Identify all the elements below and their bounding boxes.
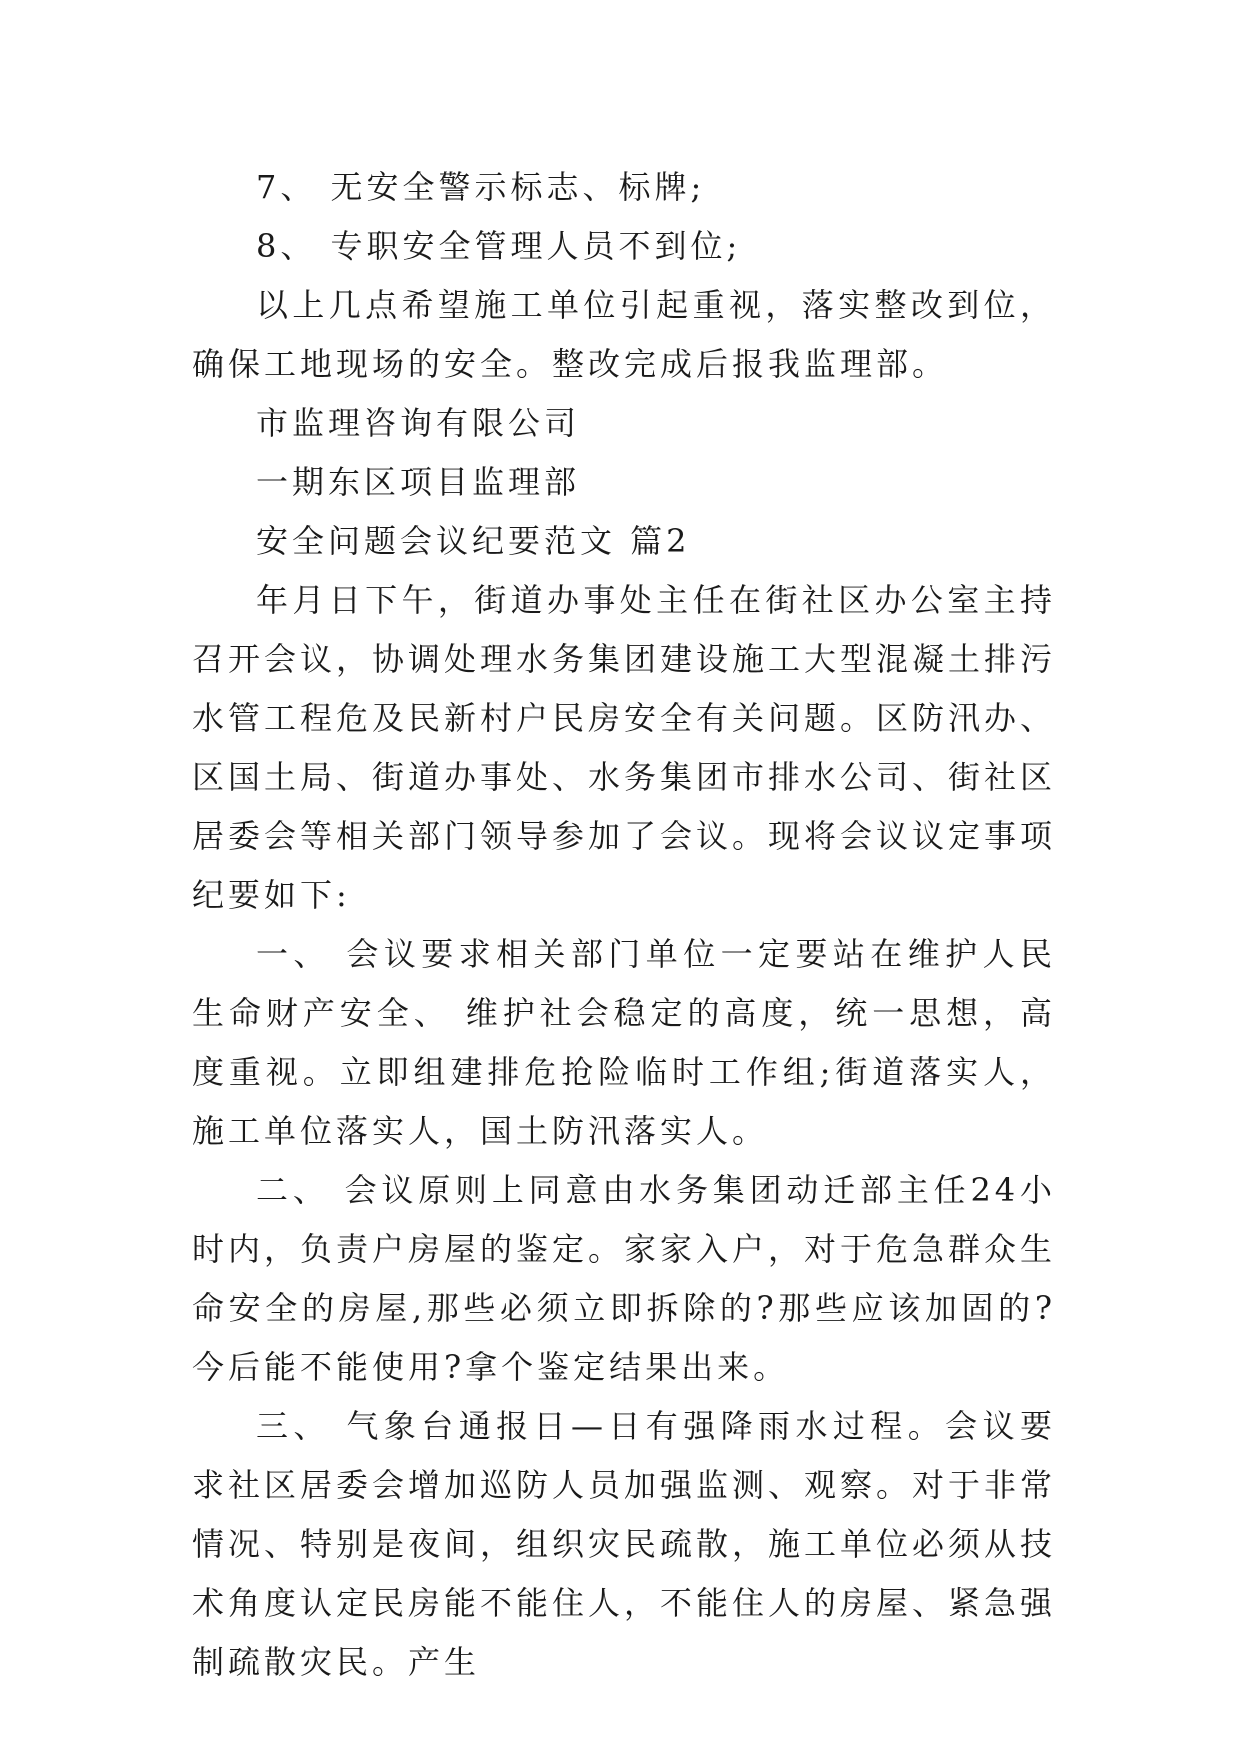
signature-company: 市监理咨询有限公司: [256, 404, 581, 442]
body-paragraph: 一、 会议要求相关部门单位一定要站在维护人民生命财产安全、 维护社会稳定的高度，统一思想，高度重视。立即组建排危抢险临时工作组;街道落实人，施工单位落实人，国土防汛落实人。: [192, 935, 1056, 1150]
list-item-7: 7、 无安全警示标志、标牌;: [256, 168, 706, 206]
body-paragraph: 年月日下午，街道办事处主任在街社区办公室主持召开会议，协调处理水务集团建设施工大型混凝土排污水管工程危及民新村户民房安全有关问题。区防汛办、区国土局、街道办事处、水务集团市排水公司、街社区居委会等相关部门领导参加了会议。现将会议议定事项纪要如下:: [192, 581, 1057, 914]
body-paragraph: 以上几点希望施工单位引起重视，落实整改到位，确保工地现场的安全。整改完成后报我监理部。: [192, 286, 1056, 383]
body-paragraph: 三、 气象台通报日—日有强降雨水过程。会议要求社区居委会增加巡防人员加强监测、观察。对于非常情况、特别是夜间，组织灾民疏散，施工单位必须从技术角度认定民房能不能住人，不能住人的房屋、紧急强制疏散灾民。产生: [192, 1407, 1057, 1681]
body-paragraph: 二、 会议原则上同意由水务集团动迁部主任24小时内，负责户房屋的鉴定。家家入户，对于危急群众生命安全的房屋,那些必须立即拆除的?那些应该加固的?今后能不能使用?拿个鉴定结果出来。: [192, 1171, 1057, 1386]
signature-department: 一期东区项目监理部: [256, 463, 581, 501]
document-body: [192, 158, 1056, 1692]
list-item-8: 8、 专职安全管理人员不到位;: [256, 227, 742, 265]
section-heading: 安全问题会议纪要范文 篇2: [256, 522, 691, 560]
